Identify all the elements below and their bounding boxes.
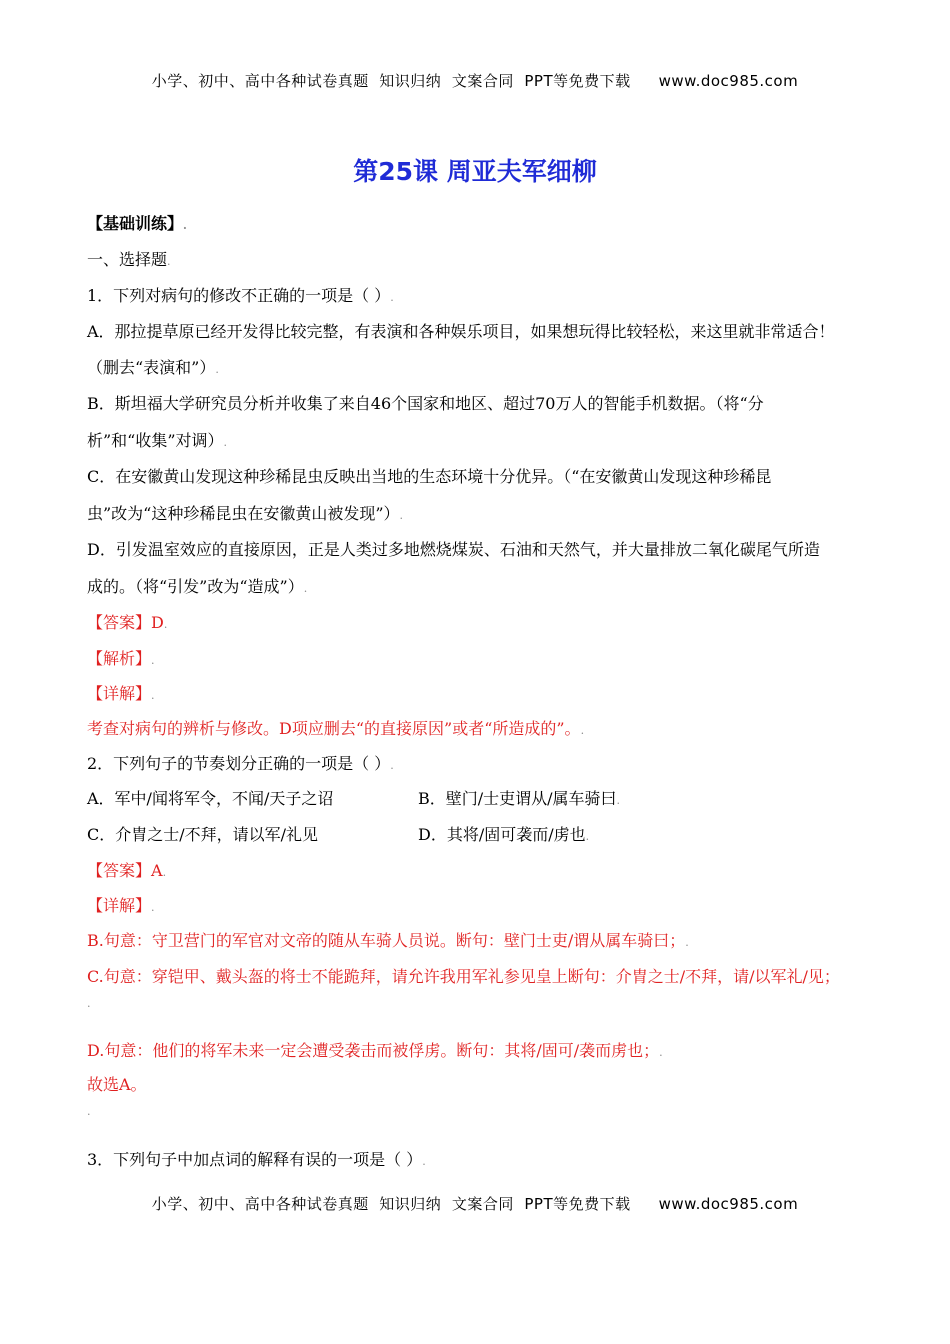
- q1-option-d: D．引发温室效应的直接原因，正是人类过多地燃烧煤炭、石油和天然气，并大量排放二氧化碳尾气所造: [87, 540, 820, 559]
- q2-option-a: A．军中/闻将军令，不闻/天子之诏: [87, 789, 334, 808]
- page-footer: [0, 1193, 950, 1214]
- q2-option-b: B．壁门/士吏谓从/属车骑曰.: [418, 789, 621, 808]
- q1-detail: 【详解】.: [87, 684, 155, 703]
- q2-conclusion: 故选A。: [87, 1075, 147, 1094]
- footer-url[interactable]: www.doc985.com: [658, 1195, 799, 1213]
- q1-explanation: 考查对病句的辨析与修改。D项应删去“的直接原因”或者“所造成的”。.: [87, 719, 585, 738]
- paragraph-mark: .: [87, 997, 91, 1010]
- q2-answer: 【答案】A.: [87, 861, 167, 880]
- q1-option-a-cont: （删去“表演和”）.: [87, 358, 219, 377]
- q1-option-c: C．在安徽黄山发现这种珍稀昆虫反映出当地的生态环境十分优异。（“在安徽黄山发现这种珍稀昆: [87, 467, 772, 486]
- q1-option-c-cont: 虫”改为“这种珍稀昆虫在安徽黄山被发现”）.: [87, 504, 404, 523]
- part-heading: 一、选择题.: [87, 250, 171, 269]
- q1-option-a: A．那拉提草原已经开发得比较完整，有表演和各种娱乐项目，如果想玩得比较轻松，来这里就非常适合！: [87, 322, 835, 341]
- q3-stem: 3．下列句子中加点词的解释有误的一项是（ ）.: [87, 1150, 426, 1169]
- header-text: 小学、初中、高中各种试卷真题 知识归纳 文案合同 PPT等免费下载: [151, 72, 631, 90]
- q2-detail: 【详解】.: [87, 896, 155, 915]
- header-url[interactable]: www.doc985.com: [658, 72, 799, 90]
- q2-explain-b: B.句意：守卫营门的军官对文帝的随从车骑人员说。断句：壁门士吏/谓从属车骑曰；.: [87, 931, 689, 950]
- paragraph-mark: .: [87, 1105, 91, 1118]
- q2-option-c: C．介胄之士/不拜，请以军/礼见: [87, 825, 319, 844]
- page-title: 第25课 周亚夫军细柳: [353, 157, 597, 186]
- q1-option-b-cont: 析”和“收集”对调）.: [87, 431, 228, 450]
- q2-explain-d: D.句意：他们的将军未来一定会遭受袭击而被俘虏。断句：其将/固可/袭而虏也；.: [87, 1041, 663, 1060]
- q1-stem: 1．下列对病句的修改不正确的一项是（ ）.: [87, 286, 394, 305]
- q1-analysis: 【解析】.: [87, 649, 155, 668]
- q1-answer: 【答案】D.: [87, 613, 168, 632]
- q1-option-b: B．斯坦福大学研究员分析并收集了来自46个国家和地区、超过70万人的智能手机数据。（将“分: [87, 394, 764, 413]
- section-heading: 【基础训练】.: [87, 214, 187, 233]
- q2-stem: 2．下列句子的节奏划分正确的一项是（ ）.: [87, 754, 394, 773]
- q2-option-d: D．其将/固可袭而/虏也.: [418, 825, 590, 844]
- q1-option-d-cont: 成的。（将“引发”改为“造成”）.: [87, 577, 308, 596]
- footer-text: 小学、初中、高中各种试卷真题 知识归纳 文案合同 PPT等免费下载: [151, 1195, 631, 1213]
- q2-explain-c: C.句意：穿铠甲、戴头盔的将士不能跪拜，请允许我用军礼参见皇上断句：介胄之士/不拜，请/以军礼/见；: [87, 967, 840, 986]
- page-header: [0, 70, 950, 91]
